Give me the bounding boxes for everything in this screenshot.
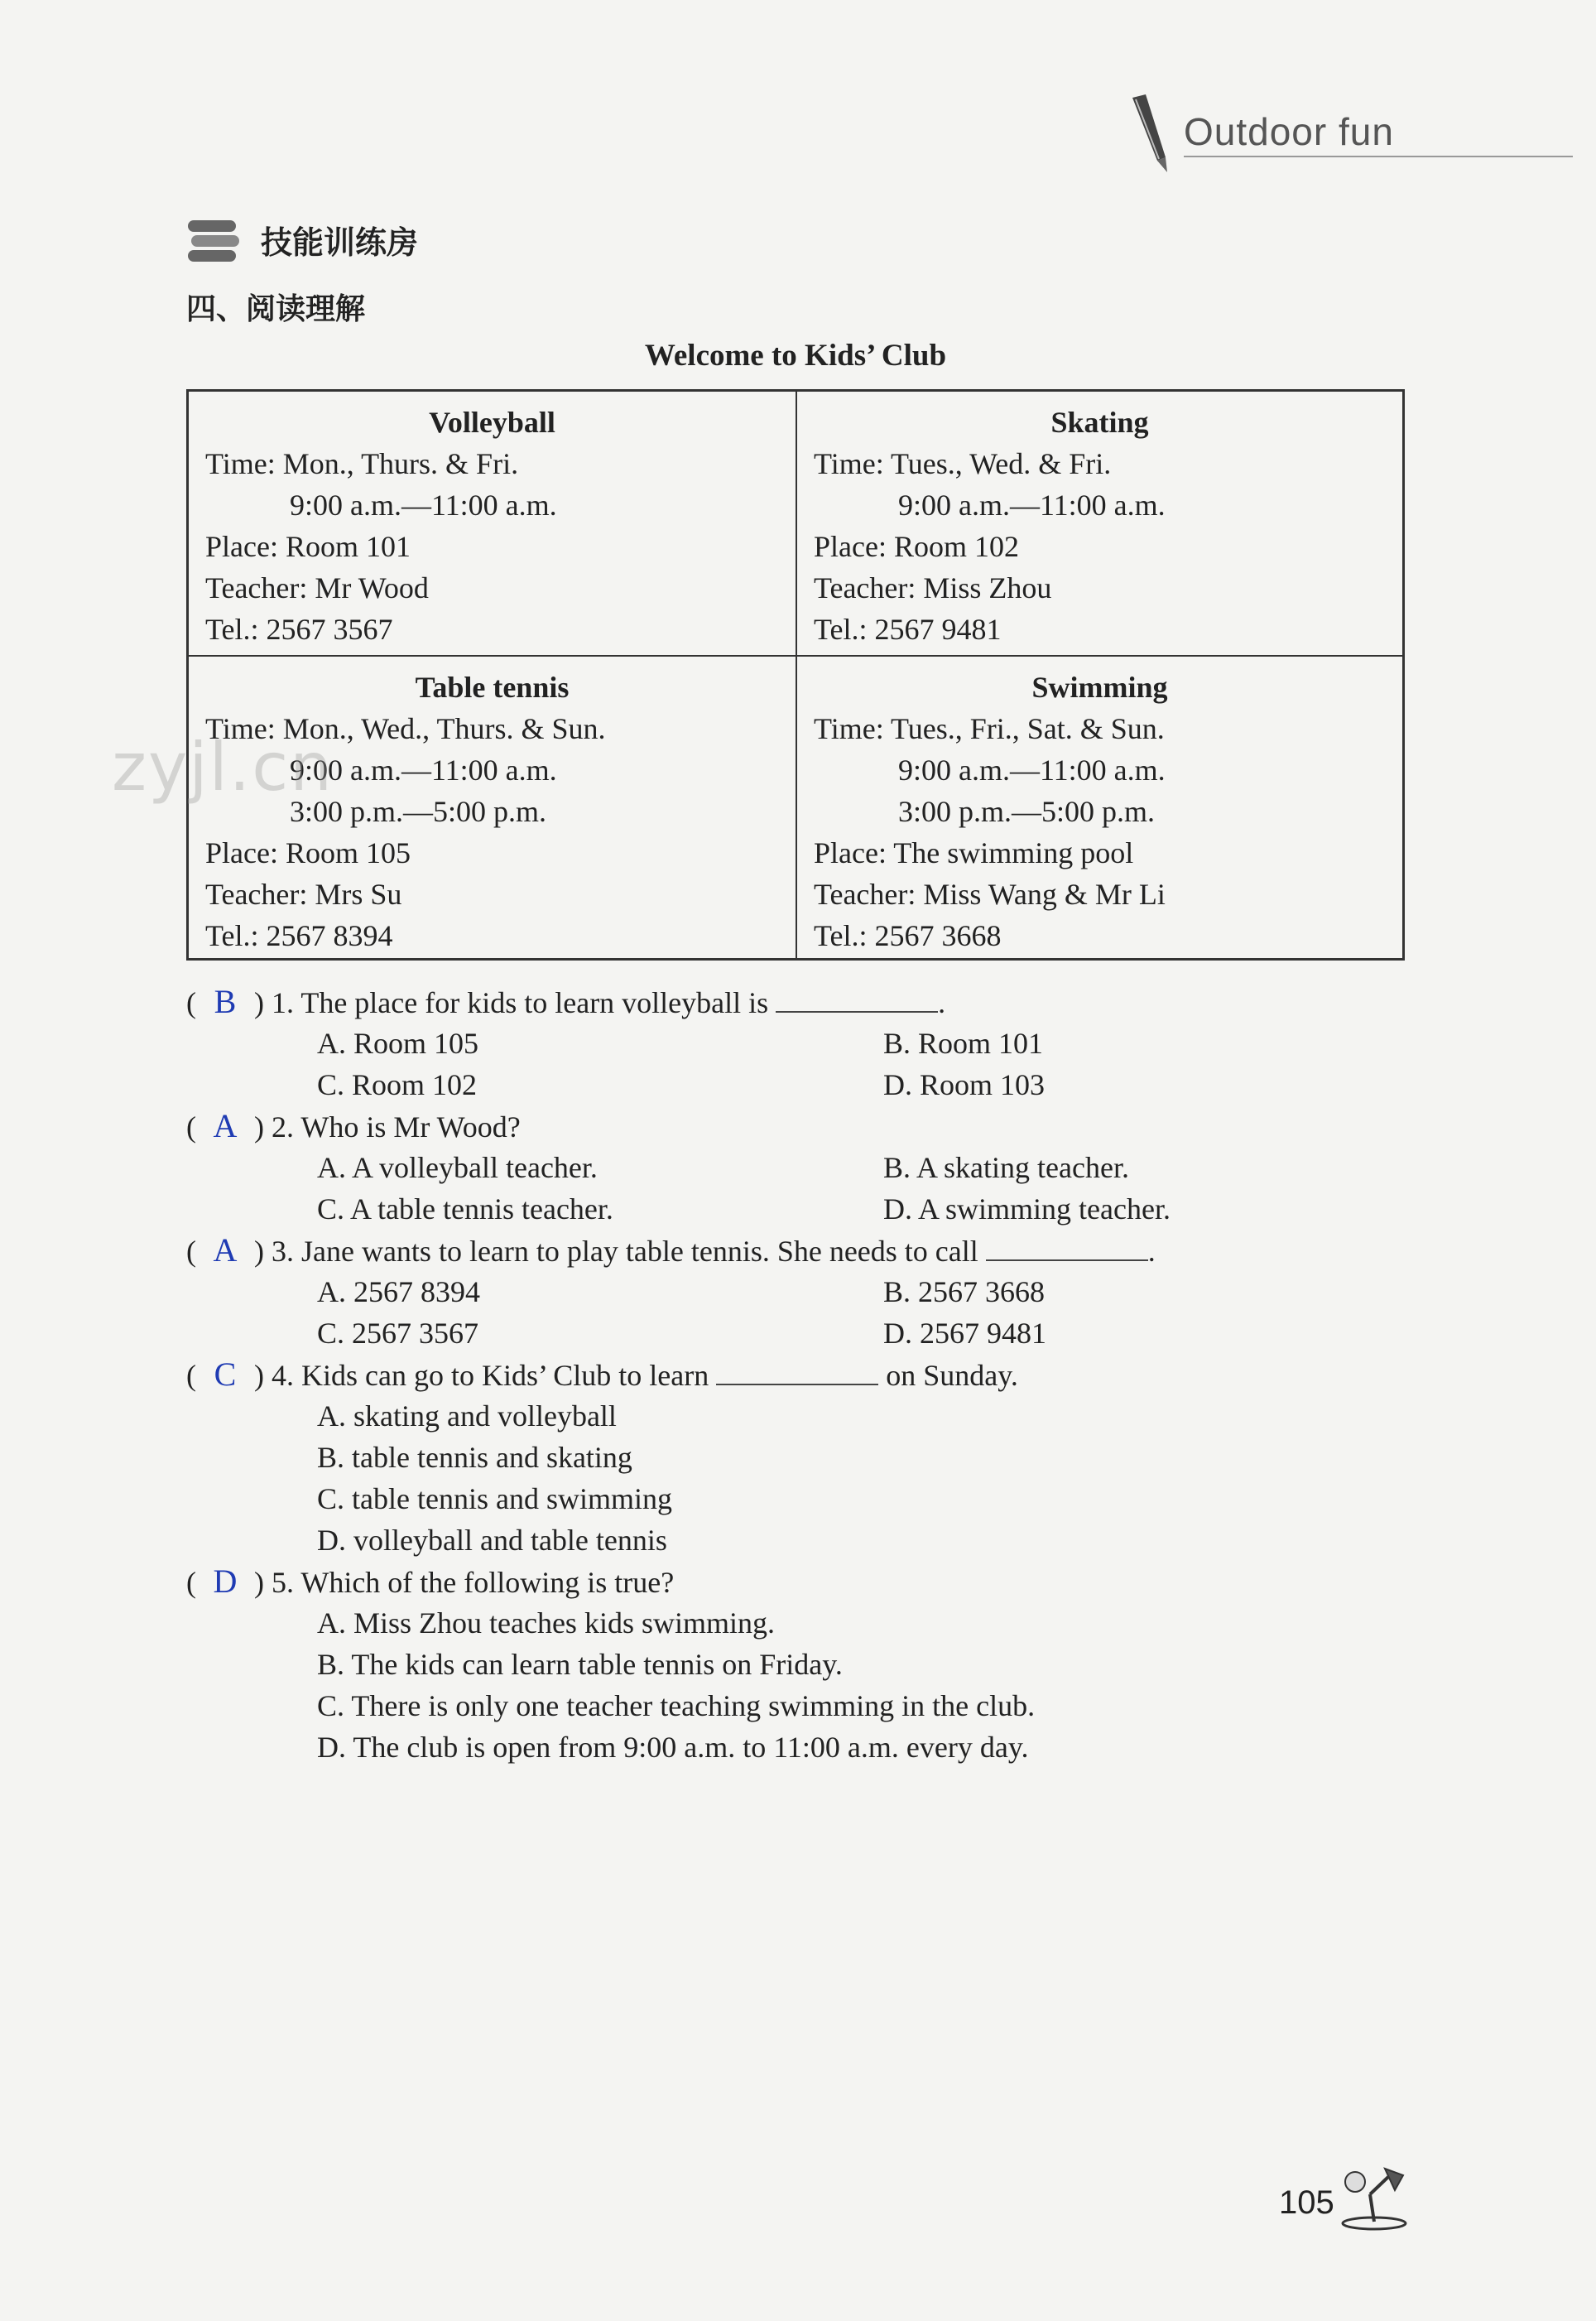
activity-cell: [797, 392, 1402, 657]
page-number: 105: [1279, 2184, 1334, 2221]
activity-name: Table tennis: [415, 671, 570, 704]
options-row: [186, 1147, 1411, 1188]
activity-time: 9:00 a.m.—11:00 a.m.: [290, 489, 557, 522]
option-row: [186, 1478, 1411, 1519]
header-divider: [1184, 156, 1573, 157]
section-title: 技能训练房: [261, 224, 419, 261]
options-row: [186, 1271, 1411, 1312]
question-text: ) 4. Kids can go to Kids’ Club to learn: [254, 1359, 709, 1392]
question: ( A ) 3. Jane wants to learn to play table tennis. She needs to call .: [186, 1230, 1411, 1271]
question-suffix: .: [1147, 1235, 1156, 1268]
activity-time: 9:00 a.m.—11:00 a.m.: [290, 754, 557, 787]
option: A. A volleyball teacher.: [317, 1151, 598, 1184]
activity-cell: [797, 657, 1402, 958]
answer-blank[interactable]: [986, 1230, 1148, 1261]
activity-cell: [189, 392, 797, 657]
option-row: [186, 1602, 1411, 1644]
exercise-title: 四、阅读理解: [186, 292, 366, 326]
option: D. 2567 9481: [883, 1317, 1046, 1350]
answer-mark: C: [214, 1356, 237, 1393]
option-row: [186, 1437, 1411, 1478]
activity-cell: [189, 657, 797, 958]
activity-time: 3:00 p.m.—5:00 p.m.: [290, 795, 547, 828]
question-text: ) 2. Who is Mr Wood?: [254, 1110, 521, 1144]
option: B. Room 101: [883, 1027, 1044, 1060]
activity-time: 3:00 p.m.—5:00 p.m.: [898, 795, 1156, 828]
activity-days: Time: Tues., Fri., Sat. & Sun.: [814, 712, 1165, 745]
option: B. The kids can learn table tennis on Friday.: [317, 1648, 843, 1681]
answer-mark: A: [213, 1107, 238, 1144]
books-icon: [186, 217, 241, 265]
question-list: [186, 981, 1411, 1768]
question-suffix: on Sunday.: [886, 1359, 1018, 1392]
activity-days: Time: Tues., Wed. & Fri.: [814, 447, 1112, 480]
option: A. skating and volleyball: [317, 1399, 617, 1433]
option: C. A table tennis teacher.: [317, 1192, 613, 1226]
activity-days: Time: Mon., Wed., Thurs. & Sun.: [205, 712, 606, 745]
question-text: ) 1. The place for kids to learn volleyball is: [254, 986, 769, 1019]
activity-place: Place: Room 105: [205, 836, 411, 869]
option: C. Room 102: [317, 1068, 478, 1101]
option: A. Miss Zhou teaches kids swimming.: [317, 1606, 775, 1640]
activity-name: Skating: [1050, 406, 1149, 439]
activity-place: Place: The swimming pool: [814, 836, 1134, 869]
option: C. table tennis and swimming: [317, 1482, 672, 1515]
option-row: [186, 1685, 1411, 1726]
option: B. A skating teacher.: [883, 1151, 1129, 1184]
question: ( A ) 2. Who is Mr Wood?: [186, 1105, 1411, 1147]
club-schedule-table: [186, 389, 1405, 961]
option: D. volleyball and table tennis: [317, 1524, 667, 1557]
question-suffix: .: [938, 986, 946, 1019]
question: ( D ) 5. Which of the following is true?: [186, 1561, 1411, 1602]
option: D. A swimming teacher.: [883, 1192, 1171, 1226]
activity-tel: Tel.: 2567 3668: [814, 919, 1002, 952]
answer-mark: A: [213, 1231, 238, 1269]
pen-icon: [1118, 91, 1184, 174]
watermark: zyjl.cn: [112, 729, 334, 806]
activity-teacher: Teacher: Miss Zhou: [814, 571, 1052, 604]
question: ( C ) 4. Kids can go to Kids’ Club to learn on Sunday.: [186, 1354, 1411, 1395]
option: B. table tennis and skating: [317, 1441, 632, 1474]
option: A. Room 105: [317, 1027, 479, 1060]
answer-mark: D: [213, 1563, 238, 1600]
activity-time: 9:00 a.m.—11:00 a.m.: [898, 489, 1166, 522]
desk-lamp-icon: [1337, 2157, 1411, 2232]
question-text: ) 3. Jane wants to learn to play table tennis. She needs to call: [254, 1235, 978, 1268]
option: C. There is only one teacher teaching swimming in the club.: [317, 1689, 1036, 1722]
activity-name: Volleyball: [429, 406, 555, 439]
answer-blank[interactable]: [776, 981, 938, 1013]
activity-tel: Tel.: 2567 3567: [205, 613, 393, 646]
question-text: ) 5. Which of the following is true?: [254, 1566, 675, 1599]
activity-place: Place: Room 101: [205, 530, 411, 563]
option: C. 2567 3567: [317, 1317, 479, 1350]
answer-mark: B: [214, 983, 237, 1020]
page-header: [1109, 91, 1573, 174]
activity-name: Swimming: [1031, 671, 1168, 704]
activity-days: Time: Mon., Thurs. & Fri.: [205, 447, 519, 480]
option-row: [186, 1395, 1411, 1437]
answer-blank[interactable]: [716, 1354, 878, 1385]
activity-place: Place: Room 102: [814, 530, 1019, 563]
activity-tel: Tel.: 2567 9481: [814, 613, 1002, 646]
option-row: [186, 1519, 1411, 1561]
question: ( B ) 1. The place for kids to learn volleyball is .: [186, 981, 1411, 1023]
option-row: [186, 1726, 1411, 1768]
activity-teacher: Teacher: Mr Wood: [205, 571, 429, 604]
activity-tel: Tel.: 2567 8394: [205, 919, 393, 952]
header-title: Outdoor fun: [1184, 110, 1394, 153]
activity-teacher: Teacher: Miss Wang & Mr Li: [814, 878, 1166, 911]
option: D. Room 103: [883, 1068, 1046, 1101]
activity-teacher: Teacher: Mrs Su: [205, 878, 402, 911]
activity-time: 9:00 a.m.—11:00 a.m.: [898, 754, 1166, 787]
options-row: [186, 1188, 1411, 1230]
option: D. The club is open from 9:00 a.m. to 11:00 a.m. every day.: [317, 1731, 1029, 1764]
option: A. 2567 8394: [317, 1275, 480, 1308]
option-row: [186, 1644, 1411, 1685]
options-row: [186, 1064, 1411, 1105]
options-row: [186, 1312, 1411, 1354]
options-row: [186, 1023, 1411, 1064]
passage-title: Welcome to Kids’ Club: [644, 339, 947, 373]
option: B. 2567 3668: [883, 1275, 1046, 1308]
